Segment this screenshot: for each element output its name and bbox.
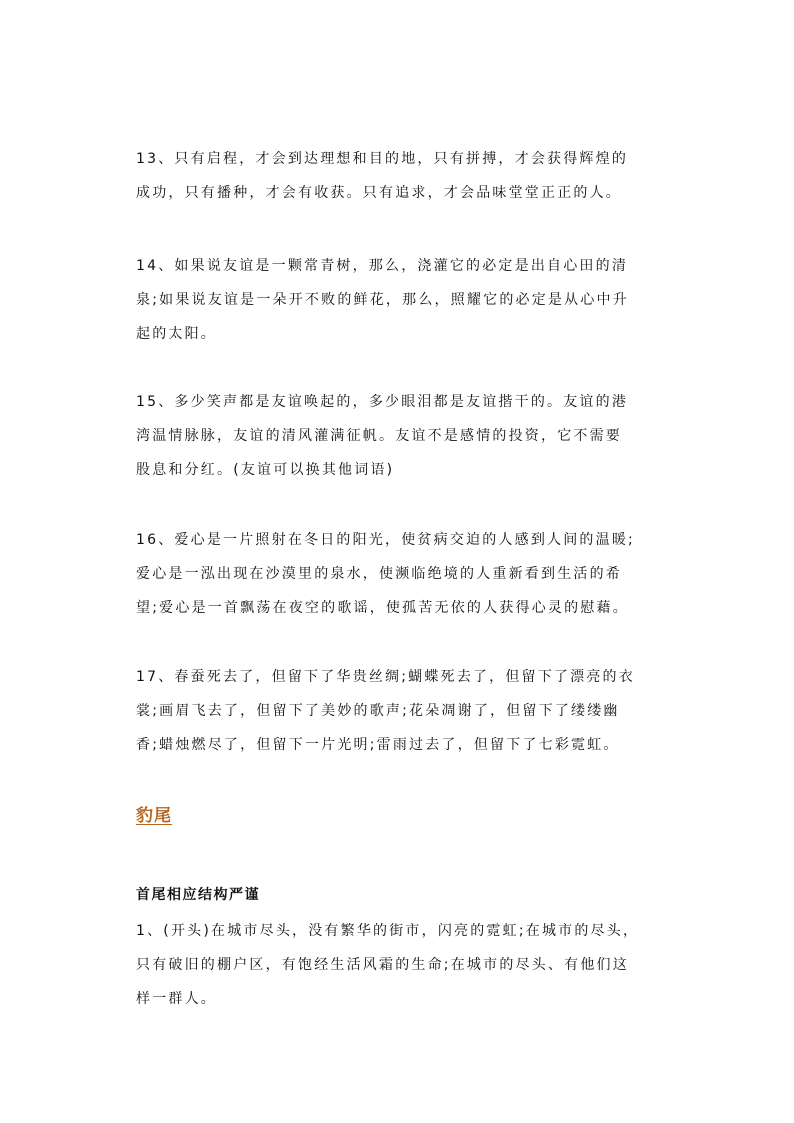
paragraph-line: 望;爱心是一首飘荡在夜空的歌谣，使孤苦无依的人获得心灵的慰藉。 <box>136 600 629 616</box>
paragraph-line: 15、多少笑声都是友谊唤起的，多少眼泪都是友谊揩干的。友谊的港 <box>136 394 629 410</box>
paragraph-line: 17、春蚕死去了，但留下了华贵丝绸;蝴蝶死去了，但留下了漂亮的衣 <box>136 669 635 685</box>
paragraph-line: 成功，只有播种，才会有收获。只有追求，才会品味堂堂正正的人。 <box>136 185 622 201</box>
paragraph-line: 14、如果说友谊是一颗常青树，那么，浇灌它的必定是出自心田的清 <box>136 258 629 274</box>
paragraph-line: 只有破旧的棚户区，有饱经生活风霜的生命;在城市的尽头、有他们这 <box>136 957 629 973</box>
paragraph-ending-1 <box>136 914 666 1016</box>
paragraph-line: 泉;如果说友谊是一朵开不败的鲜花，那么，照耀它的必定是从心中升 <box>136 292 629 308</box>
paragraph-13 <box>136 142 666 210</box>
section-heading: 豹尾 <box>136 806 172 826</box>
paragraph-15 <box>136 385 666 487</box>
sub-heading: 首尾相应结构严谨 <box>136 887 260 903</box>
paragraph-line: 13、只有启程，才会到达理想和目的地，只有拼搏，才会获得辉煌的 <box>136 151 629 167</box>
paragraph-line: 股息和分红。(友谊可以换其他词语) <box>136 462 395 478</box>
paragraph-17 <box>136 660 666 762</box>
paragraph-line: 样一群人。 <box>136 991 217 1007</box>
paragraph-line: 16、爱心是一片照射在冬日的阳光，使贫病交迫的人感到人间的温暖; <box>136 532 635 548</box>
paragraph-14 <box>136 249 666 351</box>
paragraph-16 <box>136 523 666 625</box>
paragraph-line: 爱心是一泓出现在沙漠里的泉水，使濒临绝境的人重新看到生活的希 <box>136 566 622 582</box>
paragraph-line: 香;蜡烛燃尽了，但留下一片光明;雷雨过去了，但留下了七彩霓虹。 <box>136 737 620 753</box>
paragraph-line: 湾温情脉脉，友谊的清风灌满征帆。友谊不是感情的投资，它不需要 <box>136 428 622 444</box>
paragraph-line: 裳;画眉飞去了，但留下了美妙的歌声;花朵凋谢了，但留下了缕缕幽 <box>136 703 620 719</box>
paragraph-line: 起的太阳。 <box>136 326 217 342</box>
paragraph-line: 1、(开头)在城市尽头，没有繁华的街市，闪亮的霓虹;在城市的尽头， <box>136 923 640 939</box>
